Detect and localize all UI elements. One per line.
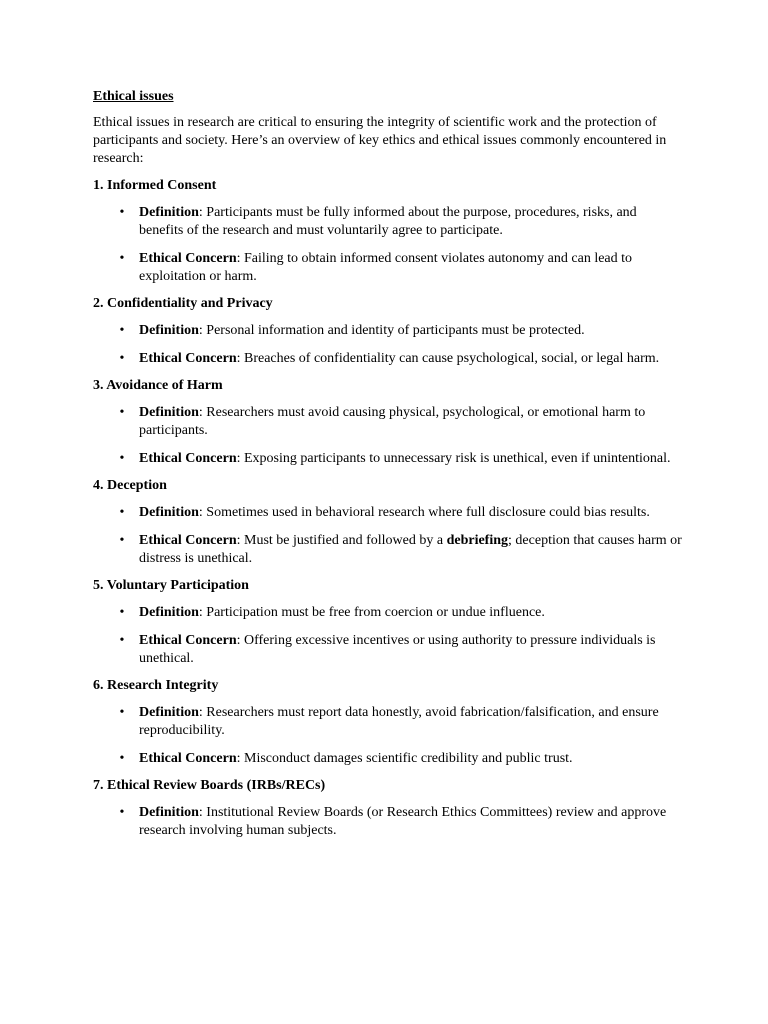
list-item [93, 250, 683, 286]
point-term: Ethical Concern [139, 351, 237, 366]
bullet-icon: • [119, 705, 125, 720]
point-term: Definition [139, 323, 199, 338]
bullet-icon: • [119, 751, 125, 766]
section-heading: 1. Informed Consent [93, 178, 217, 193]
point-term: Definition [139, 605, 199, 620]
bullet-icon: • [119, 805, 125, 820]
point-term: Definition [139, 705, 199, 720]
point-text: : Breaches of confidentiality can cause psychological, social, or legal harm. [236, 351, 660, 366]
point-term: Definition [139, 405, 199, 420]
section-bullet-list [93, 404, 683, 468]
bullet-icon: • [119, 323, 125, 338]
section-bullet-list [93, 204, 683, 286]
list-item [93, 750, 683, 768]
point-term: Definition [139, 505, 199, 520]
list-item [93, 532, 683, 568]
point-term: Ethical Concern [139, 751, 237, 766]
point-text: : Personal information and identity of participants must be protected. [198, 323, 585, 338]
point-text: : Sometimes used in behavioral research where full disclosure could bias results. [198, 505, 650, 520]
section-heading: 7. Ethical Review Boards (IRBs/RECs) [93, 778, 326, 793]
point-text: : Failing to obtain informed consent violates autonomy and can lead to exploitation or harm. [139, 251, 633, 284]
point-text: : Offering excessive incentives or using authority to pressure individuals is unethical. [139, 633, 656, 666]
point-term: Definition [139, 805, 199, 820]
list-item [93, 450, 683, 468]
point-text: : Researchers must avoid causing physical, psychological, or emotional harm to participants. [139, 405, 646, 438]
point-term: Ethical Concern [139, 633, 237, 648]
point-text: : Participants must be fully informed about the purpose, procedures, risks, and benefits of the research and must voluntarily agree to participate. [139, 205, 637, 238]
section-heading: 4. Deception [93, 478, 167, 493]
document-page [93, 88, 683, 849]
point-term: Ethical Concern [139, 251, 237, 266]
intro-paragraph: Ethical issues in research are critical to ensuring the integrity of scientific work and the protection of participants and society. Here’s an overview of key ethics and ethical issues commonly encountered in research: [93, 115, 667, 166]
bullet-icon: • [119, 605, 125, 620]
list-item [93, 204, 683, 240]
point-emphasis: debriefing [446, 533, 509, 548]
section-bullet-list [93, 804, 683, 840]
bullet-icon: • [119, 633, 125, 648]
point-text-after: ; deception that causes harm or distress is unethical. [139, 533, 682, 566]
bullet-icon: • [119, 451, 125, 466]
list-item [93, 504, 683, 522]
bullet-icon: • [119, 205, 125, 220]
point-text: : Must be justified and followed by a [236, 533, 447, 548]
point-term: Ethical Concern [139, 451, 237, 466]
point-term: Ethical Concern [139, 533, 237, 548]
bullet-icon: • [119, 505, 125, 520]
bullet-icon: • [119, 251, 125, 266]
list-item [93, 604, 683, 622]
section-bullet-list [93, 604, 683, 668]
section-heading: 6. Research Integrity [93, 678, 219, 693]
point-term: Definition [139, 205, 199, 220]
point-text: : Misconduct damages scientific credibility and public trust. [236, 751, 573, 766]
section-heading: 5. Voluntary Participation [93, 578, 249, 593]
point-text: : Exposing participants to unnecessary risk is unethical, even if unintentional. [236, 451, 671, 466]
section-bullet-list [93, 322, 683, 368]
list-item [93, 404, 683, 440]
bullet-icon: • [119, 405, 125, 420]
point-text: : Institutional Review Boards (or Research Ethics Committees) review and approve research involving human subjects. [139, 805, 667, 838]
point-text: : Researchers must report data honestly, avoid fabrication/falsification, and ensure reproducibility. [139, 705, 659, 738]
list-item [93, 704, 683, 740]
list-item [93, 350, 683, 368]
list-item [93, 632, 683, 668]
section-bullet-list [93, 504, 683, 568]
sections-container [93, 177, 683, 840]
point-text: : Participation must be free from coercion or undue influence. [198, 605, 545, 620]
section-bullet-list [93, 704, 683, 768]
bullet-icon: • [119, 533, 125, 548]
section-heading: 2. Confidentiality and Privacy [93, 296, 273, 311]
bullet-icon: • [119, 351, 125, 366]
section-heading: 3. Avoidance of Harm [93, 378, 223, 393]
list-item [93, 804, 683, 840]
document-title: Ethical issues [93, 89, 174, 104]
list-item [93, 322, 683, 340]
